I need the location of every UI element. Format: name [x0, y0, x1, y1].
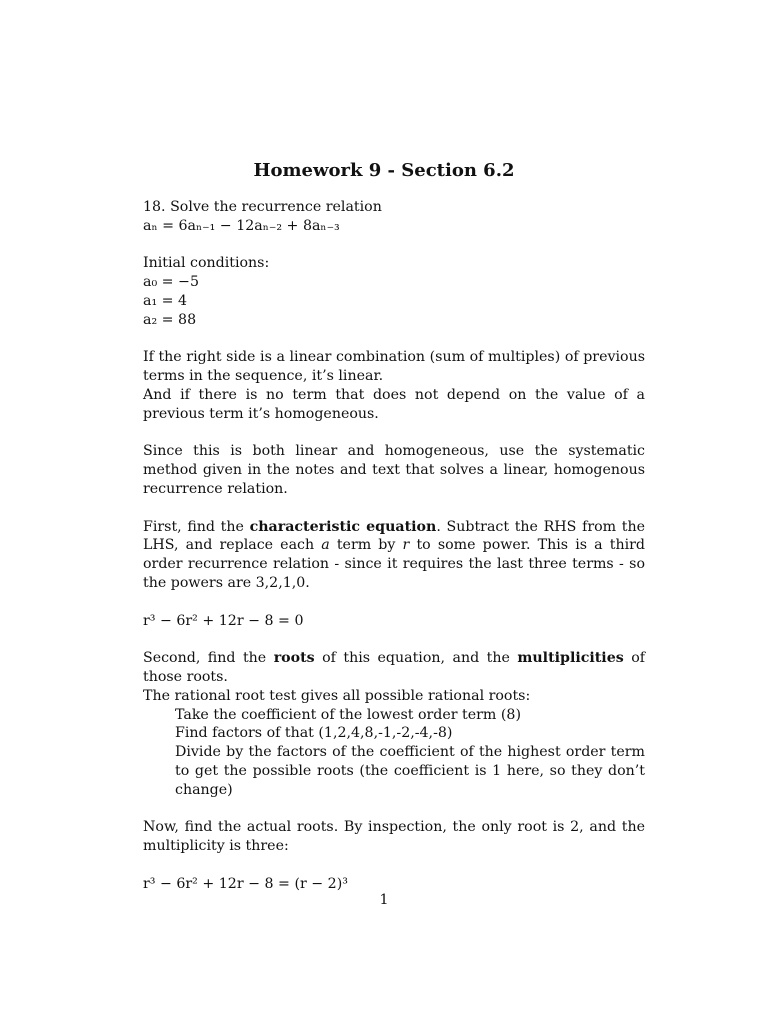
first-step-text-a: First, find the	[143, 518, 250, 535]
first-step-text-c: term by	[329, 537, 403, 554]
initial-conditions	[143, 254, 645, 329]
first-step-text-b: . Subtract the RHS from the LHS, and replace each	[143, 518, 646, 554]
rational-root-intro: The rational root test gives all possible rational roots:	[143, 687, 531, 704]
linearity-explanation	[143, 348, 645, 423]
second-step-paragraph	[143, 649, 645, 687]
problem-label: 18. Solve the recurrence relation	[143, 199, 382, 215]
first-step-text-d: to some power. This is a third order recurrence relation - since it requires the last three terms - so the powers are 3,2,1,0.	[143, 537, 645, 591]
homogeneous-definition: And if there is no term that does not depend on the value of a previous term it’s homogeneous.	[143, 386, 645, 422]
rational-step-1: Take the coefficient of the lowest order term (8)	[175, 706, 521, 723]
characteristic-equation-term: characteristic equation	[249, 518, 437, 535]
problem-statement	[143, 198, 645, 236]
actual-roots-paragraph: Now, find the actual roots. By inspection, the only root is 2, and the multiplicity is three:	[143, 819, 645, 855]
second-step-text-a: Second, find the	[143, 650, 274, 667]
method-paragraph: Since this is both linear and homogeneous, use the systematic method given in the notes and text that solves a linear, homogenous recurrence relation.	[143, 443, 645, 497]
page-number: 1	[379, 892, 389, 908]
variable-r: r	[402, 537, 410, 554]
initial-condition-a2: a₂ = 88	[143, 311, 197, 328]
variable-a: a	[321, 537, 330, 554]
second-step-text-c: of those roots.	[143, 650, 645, 685]
characteristic-equation: r³ − 6r² + 12r − 8 = 0	[143, 612, 304, 629]
rational-step-2: Find factors of that (1,2,4,8,-1,-2,-4,-8)	[175, 725, 453, 742]
linear-definition: If the right side is a linear combination (sum of multiples) of previous terms in the sequence, it’s linear.	[143, 349, 645, 385]
initial-conditions-heading: Initial conditions:	[143, 255, 270, 272]
rational-step-3: Divide by the factors of the coefficient of the highest order term to get the possible roots (the coefficient is 1 here, so they don’t change)	[175, 744, 645, 798]
second-step-block	[143, 649, 645, 799]
multiplicities-term: multiplicities	[517, 650, 624, 667]
factored-equation: r³ − 6r² + 12r − 8 = (r − 2)³	[143, 875, 348, 892]
page-title: Homework 9 - Section 6.2	[253, 160, 515, 181]
initial-condition-a1: a₁ = 4	[143, 292, 188, 309]
second-step-text-b: of this equation, and the	[314, 650, 518, 667]
initial-condition-a0: a₀ = −5	[143, 274, 199, 291]
recurrence-relation: aₙ = 6aₙ₋₁ − 12aₙ₋₂ + 8aₙ₋₃	[143, 217, 340, 234]
roots-term: roots	[273, 650, 315, 667]
first-step-paragraph	[143, 518, 645, 593]
document-body	[143, 198, 645, 912]
